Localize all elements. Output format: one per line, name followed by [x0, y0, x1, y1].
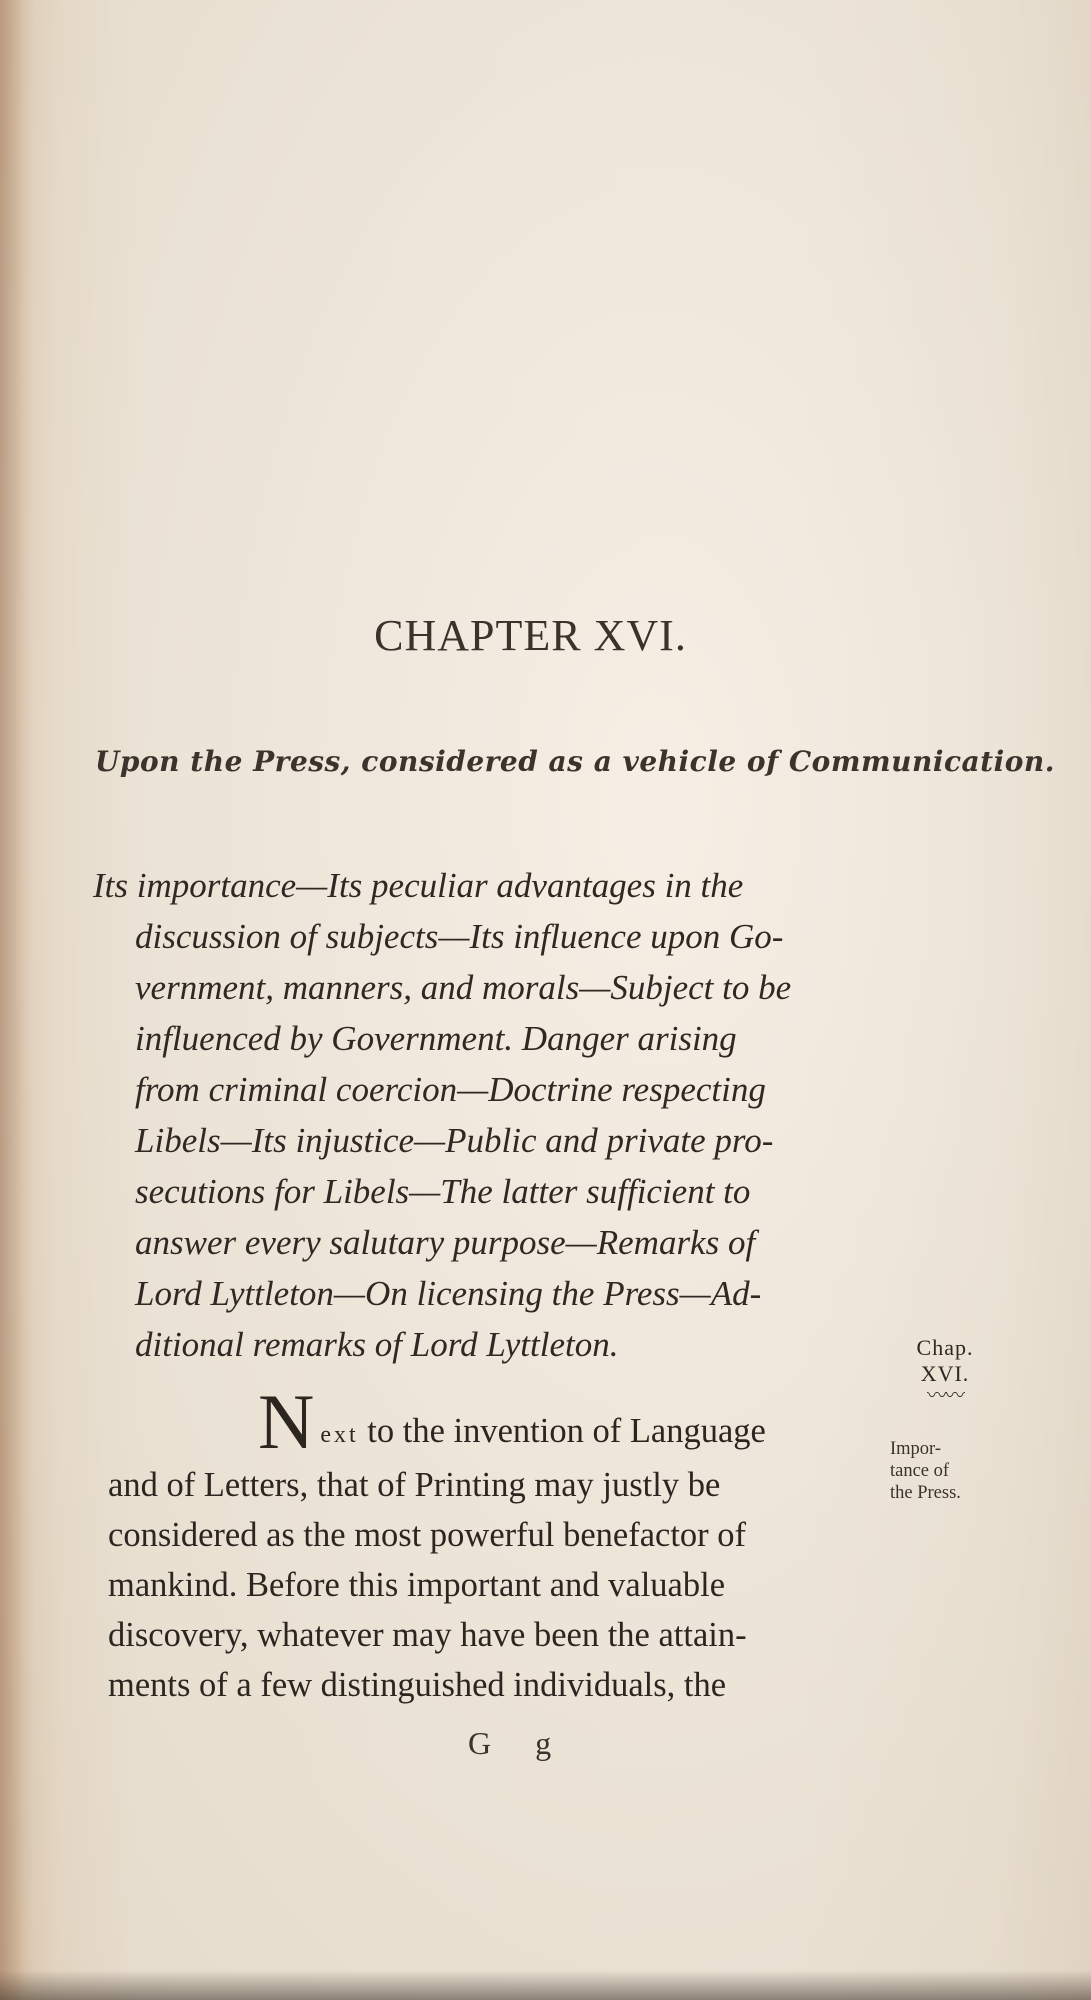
- chapter-summary: [93, 860, 893, 1370]
- first-line-text: to the invention of Language: [358, 1412, 766, 1450]
- summary-line: secutions for Libels—The latter sufficient to: [135, 1172, 751, 1211]
- summary-line: Lord Lyttleton—On licensing the Press—Ad-: [135, 1274, 762, 1313]
- summary-line: discussion of subjects—Its influence upon Go-: [135, 917, 784, 956]
- margin-chap-number: XVI.: [920, 1361, 970, 1386]
- body-first-line: [108, 1378, 898, 1465]
- sidenote-line: Impor-: [890, 1439, 942, 1459]
- chapter-subtitle: Upon the Press, considered as a vehicle of Communication.: [95, 745, 1055, 778]
- ornament-icon: 〰〰: [927, 1385, 963, 1407]
- summary-line: ditional remarks of Lord Lyttleton.: [135, 1325, 619, 1364]
- body-line: considered as the most powerful benefactor of: [108, 1516, 747, 1554]
- margin-chap-label: Chap.: [916, 1335, 974, 1360]
- body-line: and of Letters, that of Printing may justly be: [108, 1466, 721, 1504]
- summary-line: Libels—Its injustice—Public and private pro-: [135, 1121, 774, 1160]
- bottom-shadow: [0, 1970, 1091, 2000]
- drop-cap: N: [258, 1378, 315, 1465]
- body-line: discovery, whatever may have been the attain-: [108, 1616, 747, 1654]
- body-line: ments of a few distinguished individuals, the: [108, 1666, 727, 1704]
- chapter-title: CHAPTER XVI.: [374, 611, 687, 660]
- page-binding-edge: [0, 0, 34, 2000]
- sidenote-line: tance of: [890, 1461, 950, 1481]
- margin-chapter-heading: [895, 1335, 995, 1405]
- body-text: [108, 1378, 898, 1710]
- first-word-small-caps: ext: [320, 1422, 359, 1448]
- body-line: mankind. Before this important and valuable: [108, 1566, 726, 1604]
- sidenote-line: the Press.: [890, 1483, 961, 1503]
- summary-line: answer every salutary purpose—Remarks of: [135, 1223, 756, 1262]
- summary-line: influenced by Government. Danger arising: [135, 1019, 737, 1058]
- signature-mark: G g: [468, 1725, 570, 1761]
- summary-line: vernment, manners, and morals—Subject to be: [135, 968, 792, 1007]
- summary-line: Its importance—Its peculiar advantages in the: [93, 866, 744, 905]
- margin-sidenote: [890, 1438, 1010, 1504]
- summary-line: from criminal coercion—Doctrine respecting: [135, 1070, 766, 1109]
